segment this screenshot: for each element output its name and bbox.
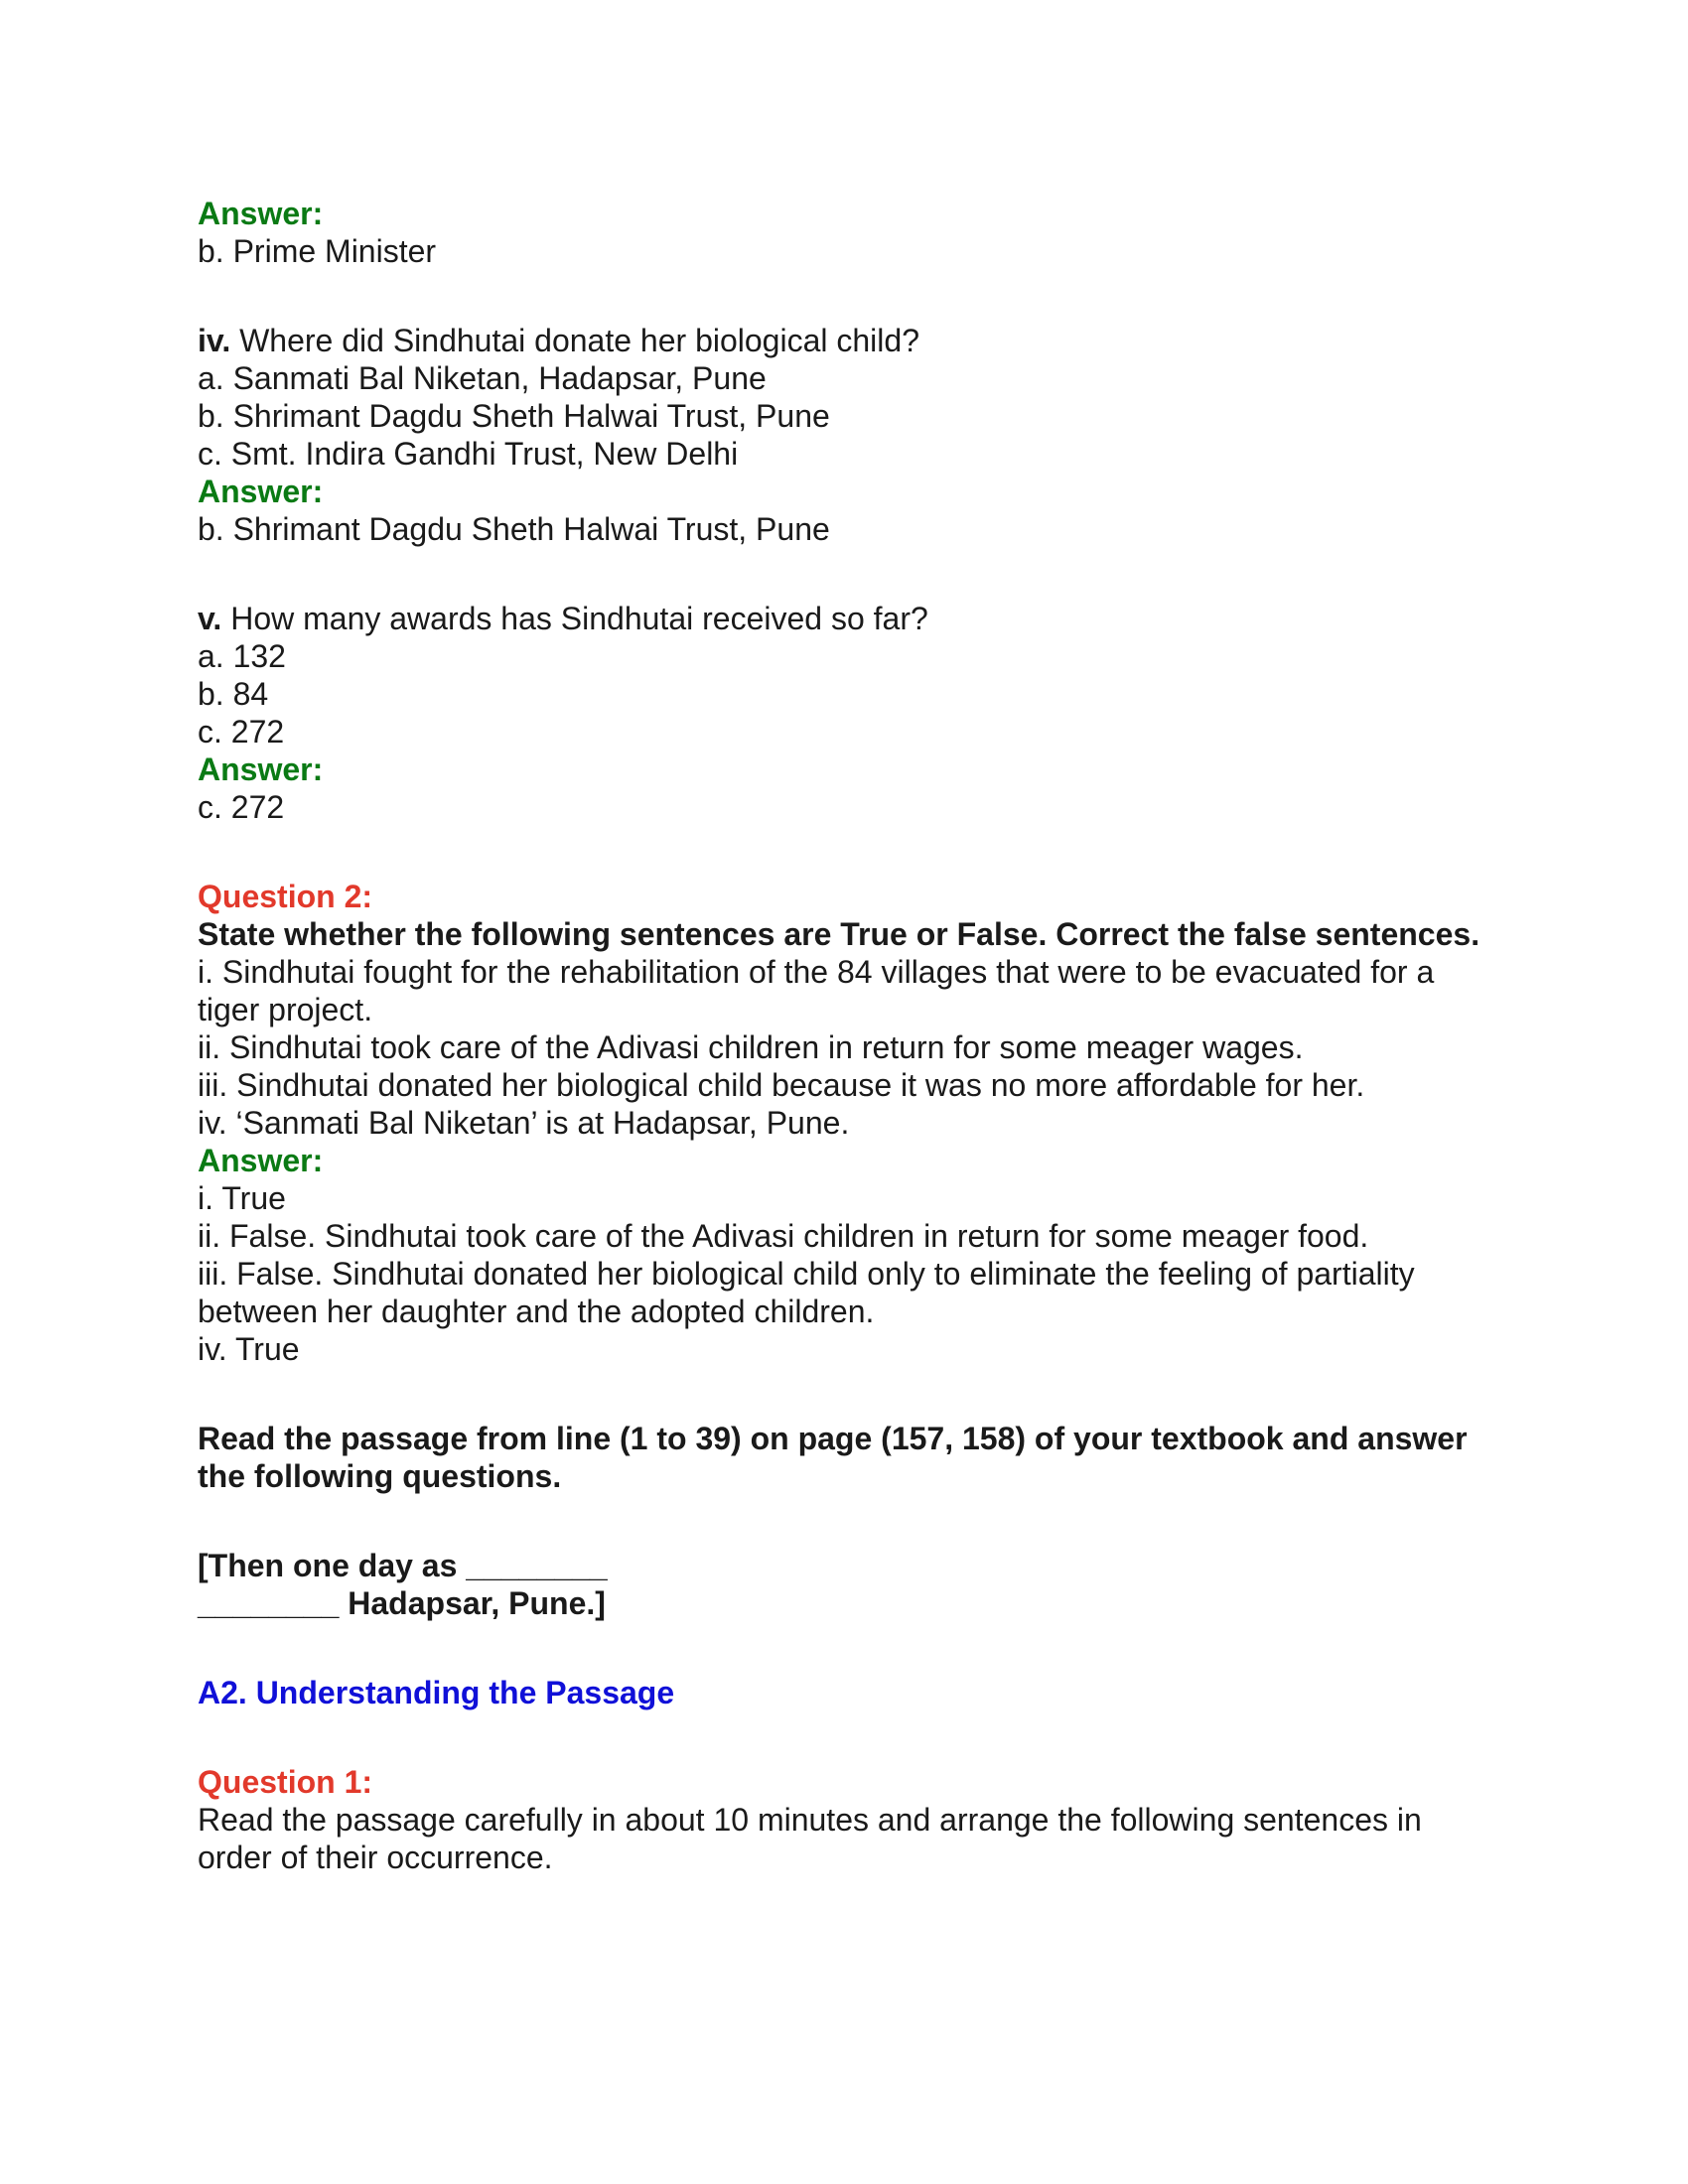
extract-line-1: [Then one day as ________: [198, 1548, 608, 1583]
statement-ii: ii. Sindhutai took care of the Adivasi children in return for some meager wages.: [198, 1029, 1304, 1065]
question-heading: Question 1:: [198, 1764, 373, 1800]
option-c: c. 272: [198, 714, 285, 750]
extract-line-2: ________ Hadapsar, Pune.]: [198, 1585, 606, 1621]
answer-label: Answer:: [198, 474, 324, 509]
spacer: [198, 270, 1498, 322]
question-heading: Question 2:: [198, 879, 373, 914]
option-c: c. Smt. Indira Gandhi Trust, New Delhi: [198, 436, 739, 472]
answer-ii: ii. False. Sindhutai took care of the Adivasi children in return for some meager food.: [198, 1218, 1369, 1254]
spacer: [198, 826, 1498, 878]
option-a: a. Sanmati Bal Niketan, Hadapsar, Pune: [198, 360, 767, 396]
question-number: iv.: [198, 323, 231, 358]
mcq-v: [198, 600, 1498, 826]
option-b: b. Shrimant Dagdu Sheth Halwai Trust, Pune: [198, 398, 830, 434]
question-text: v. How many awards has Sindhutai received so far?: [198, 601, 928, 636]
spacer: [198, 1495, 1498, 1547]
answer-text: b. Shrimant Dagdu Sheth Halwai Trust, Pune: [198, 511, 830, 547]
question-text: Read the passage carefully in about 10 minutes and arrange the following sentences in order of their occurrence.: [198, 1802, 1431, 1875]
spacer: [198, 1711, 1498, 1763]
section-heading: A2. Understanding the Passage: [198, 1675, 675, 1710]
q3-answer-block: [198, 195, 1498, 270]
spacer: [198, 1622, 1498, 1674]
answer-label: Answer:: [198, 751, 324, 787]
question-2-block: [198, 878, 1498, 1368]
passage-extract: [198, 1547, 1498, 1622]
mcq-iv: [198, 322, 1498, 548]
answer-text: b. Prime Minister: [198, 233, 437, 269]
statement-iv: iv. ‘Sanmati Bal Niketan’ is at Hadapsar, Pune.: [198, 1105, 850, 1141]
question-number: v.: [198, 601, 222, 636]
answer-text: c. 272: [198, 789, 285, 825]
answer-iv: iv. True: [198, 1331, 300, 1367]
option-a: a. 132: [198, 638, 286, 674]
answer-i: i. True: [198, 1180, 286, 1216]
spacer: [198, 1368, 1498, 1420]
question-instruction: State whether the following sentences are True or False. Correct the false sentences.: [198, 916, 1480, 952]
document-page: [198, 195, 1498, 1876]
spacer: [198, 548, 1498, 600]
answer-iii: iii. False. Sindhutai donated her biological child only to eliminate the feeling of partiality between her daughter and the adopted children.: [198, 1256, 1424, 1329]
passage-instruction: Read the passage from line (1 to 39) on page (157, 158) of your textbook and answer the following questions.: [198, 1421, 1477, 1494]
statement-iii: iii. Sindhutai donated her biological child because it was no more affordable for her.: [198, 1067, 1365, 1103]
statement-i: i. Sindhutai fought for the rehabilitation of the 84 villages that were to be evacuated for a tiger project.: [198, 954, 1444, 1027]
question-text: iv. Where did Sindhutai donate her biological child?: [198, 323, 919, 358]
answer-label: Answer:: [198, 1143, 324, 1178]
answer-label: Answer:: [198, 196, 324, 231]
option-b: b. 84: [198, 676, 269, 712]
question-1-block: [198, 1763, 1498, 1876]
